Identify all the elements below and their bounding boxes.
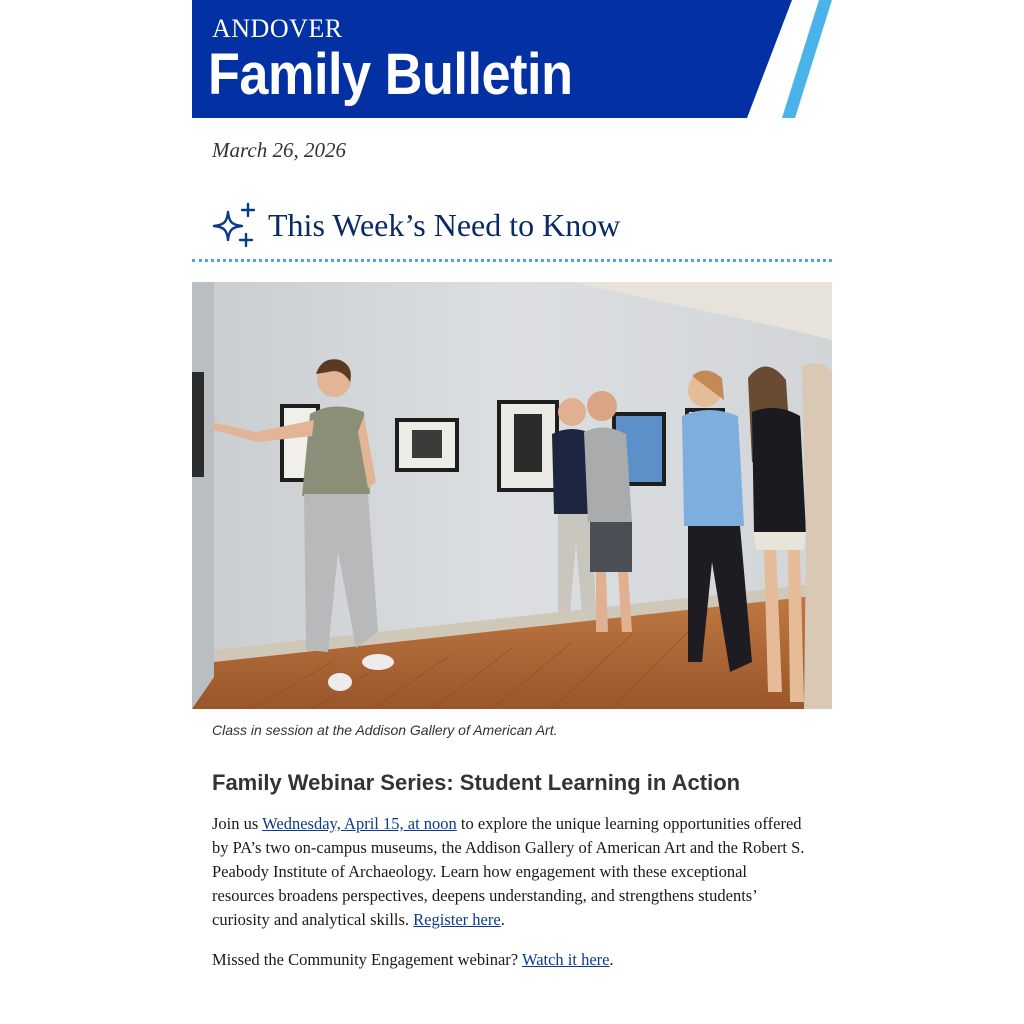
para2-text-end: .	[609, 950, 614, 969]
para2-text: Missed the Community Engagement webinar?	[212, 950, 522, 969]
header-banner	[192, 0, 832, 118]
para1-text-end: .	[500, 910, 505, 929]
gallery-photo	[192, 282, 832, 709]
missed-webinar-paragraph	[212, 948, 808, 972]
bulletin-title: Family Bulletin	[208, 42, 573, 107]
email-body	[192, 0, 832, 972]
article-paragraph	[212, 812, 808, 932]
photo-caption: Class in session at the Addison Gallery of American Art.	[212, 722, 558, 738]
section-title: This Week’s Need to Know	[268, 206, 621, 243]
webinar-date-link[interactable]: Wednesday, April 15, at noon	[262, 814, 457, 833]
issue-date: March 26, 2026	[212, 138, 346, 162]
section-header	[192, 201, 832, 249]
para1-text-body: to explore the unique learning opportunities offered by PA’s two on-campus museums, the Addison Gallery of American Art and the Robert S. Peabody Institute of Archaeology. Learn how engagement with these exceptional resources broadens perspectives, deepens understanding, and strengthens students’ curiosity and analytical skills.	[212, 814, 805, 929]
section-divider	[192, 259, 832, 262]
register-link[interactable]: Register here	[413, 910, 501, 929]
brand-wordmark: ANDOVER	[212, 14, 343, 43]
article-title: Family Webinar Series: Student Learning in Action	[212, 770, 741, 795]
gallery-photo-illustration	[192, 282, 832, 709]
watch-link[interactable]: Watch it here	[521, 950, 610, 969]
para1-text-start: Join us	[212, 814, 263, 833]
sparkle-icon	[212, 202, 258, 248]
